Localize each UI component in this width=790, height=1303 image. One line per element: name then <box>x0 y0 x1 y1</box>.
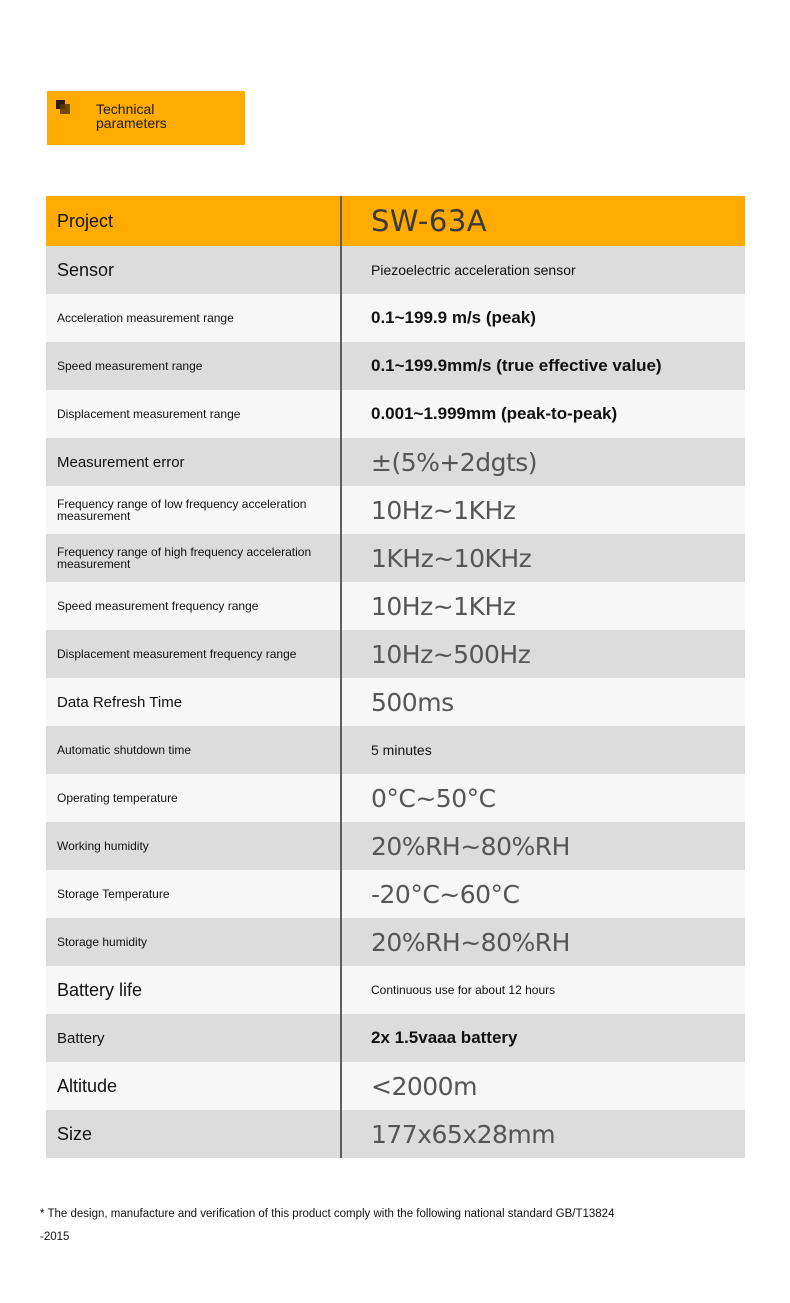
table-row <box>46 390 745 438</box>
row-key: Data Refresh Time <box>46 678 341 726</box>
row-value: Continuous use for about 12 hours <box>341 966 745 1014</box>
spec-table <box>46 196 745 1158</box>
row-key: Sensor <box>46 246 341 294</box>
row-value: 177x65x28mm <box>341 1110 745 1158</box>
table-header-row <box>46 196 745 246</box>
table-row <box>46 870 745 918</box>
row-key: Storage Temperature <box>46 870 341 918</box>
section-title <box>96 102 236 130</box>
table-row <box>46 1062 745 1110</box>
row-key: Working humidity <box>46 822 341 870</box>
table-row <box>46 486 745 534</box>
table-row <box>46 726 745 774</box>
table-row <box>46 246 745 294</box>
row-key: Displacement measurement range <box>46 390 341 438</box>
row-key: Frequency range of low frequency acceleration measurement <box>46 486 341 534</box>
row-key: Operating temperature <box>46 774 341 822</box>
table-row <box>46 966 745 1014</box>
row-value: 20%RH~80%RH <box>341 822 745 870</box>
row-value: 10Hz~500Hz <box>341 630 745 678</box>
table-row <box>46 918 745 966</box>
section-title-line1: Technical <box>96 101 155 117</box>
model-number: SW-63A <box>341 196 745 246</box>
table-row <box>46 582 745 630</box>
table-row <box>46 342 745 390</box>
row-value: 10Hz~1KHz <box>341 582 745 630</box>
header-key: Project <box>46 196 341 246</box>
table-row <box>46 630 745 678</box>
row-value: 0.1~199.9mm/s (true effective value) <box>341 342 745 390</box>
row-value: 5 minutes <box>341 726 745 774</box>
row-key: Measurement error <box>46 438 341 486</box>
footnote-line1: * The design, manufacture and verification of this product comply with the following national standard GB/T13824 <box>40 1208 615 1220</box>
row-key: Battery life <box>46 966 341 1014</box>
row-value: 10Hz~1KHz <box>341 486 745 534</box>
table-row <box>46 438 745 486</box>
table-row <box>46 822 745 870</box>
table-row <box>46 1014 745 1062</box>
table-row <box>46 294 745 342</box>
stacked-squares-icon <box>56 100 70 114</box>
row-value: <2000m <box>341 1062 745 1110</box>
row-value: 20%RH~80%RH <box>341 918 745 966</box>
row-key: Speed measurement frequency range <box>46 582 341 630</box>
standard-compliance-note <box>40 1203 760 1249</box>
section-title-badge <box>47 91 245 145</box>
row-key: Altitude <box>46 1062 341 1110</box>
row-key: Battery <box>46 1014 341 1062</box>
row-value: 0°C~50°C <box>341 774 745 822</box>
row-key: Displacement measurement frequency range <box>46 630 341 678</box>
row-value: 500ms <box>341 678 745 726</box>
row-key: Size <box>46 1110 341 1158</box>
row-key: Acceleration measurement range <box>46 294 341 342</box>
row-value: 2x 1.5vaaa battery <box>341 1014 745 1062</box>
row-key: Frequency range of high frequency acceleration measurement <box>46 534 341 582</box>
row-key: Automatic shutdown time <box>46 726 341 774</box>
table-row <box>46 1110 745 1158</box>
table-row <box>46 678 745 726</box>
section-title-line2: parameters <box>96 115 167 131</box>
row-value: 0.1~199.9 m/s (peak) <box>341 294 745 342</box>
row-value: 1KHz~10KHz <box>341 534 745 582</box>
row-value: Piezoelectric acceleration sensor <box>341 246 745 294</box>
row-key: Speed measurement range <box>46 342 341 390</box>
table-row <box>46 534 745 582</box>
footnote-line2: -2015 <box>40 1231 70 1243</box>
row-key: Storage humidity <box>46 918 341 966</box>
row-value: -20°C~60°C <box>341 870 745 918</box>
table-row <box>46 774 745 822</box>
row-value: 0.001~1.999mm (peak-to-peak) <box>341 390 745 438</box>
row-value: ±(5%+2dgts) <box>341 438 745 486</box>
